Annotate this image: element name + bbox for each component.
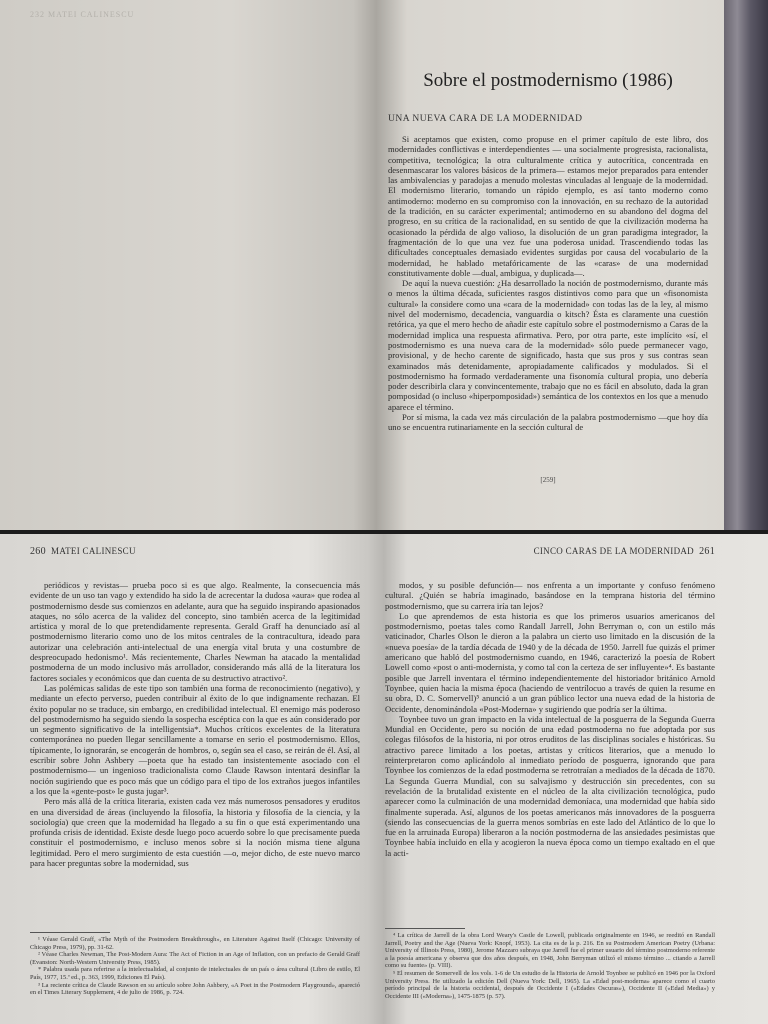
paragraph: periódicos y revistas— prueba poco si es que algo. Realmente, la consecuencia más evidente de un uso tan vago y extendido ha sido la de acrecentar la dudosa «aura» que rodea al postmodernismo desde sus comienzos en adelante, aura que ha seguido inspirando apasionados ataques, no sólo acerca de la validez del concepto, sino también acerca de la legitimidad artística y moral de lo que pretendidamente representa. Gerald Graff ha denunciado así al postmodernismo literario como uno de los mitos centrales de la contracultura, ideado para autorizar una celebración anti-intelectual de una energía vital bruta y una costumbre de despreocupado hedonismo¹. Más recientemente, Charles Newman ha atacado la mentalidad postmoderna de un modo inclusivo más arrollador, considerando más allá de la literatura los factores sociales y económicos que dan cuenta de su destructivo atractivo². [30, 580, 360, 683]
chapter-title: Sobre el postmodernismo (1986) [423, 70, 673, 91]
paragraph: Lo que aprendemos de esta historia es que los primeros usuarios americanos del postmodernismo, poetas tales como Randall Jarrell, John Berryman o, con un estilo más vaticinador, Charles Olson le dieron a la palabra un cierto uso limitado en la discusión de la «nueva poesía» de la tardía década de 1940 y de la década de 1950. Jarrell fue quizás el primer americano que habló del postmodernismo cuando, en 1946, caracterizó la poesía de Robert Lowell como «post o anti-modernista, y como tal con la certeza de ser influyente»⁴. Es bastante posible que Jarrell inventara el término independientemente del historiador británico Arnold Toynbee, quien hacia la misma época (haciendo de ventrílocuo a través de quien la resume en su obra, D. C. Somervell)⁵ anunció a un gran público lector una nueva edad de la historia de Occidente, denominándola «Post-Moderna» y sugiriendo que podría ser la última. [385, 610, 715, 714]
footnote: ¹ Véase Gerald Graff, «The Myth of the Postmodern Breakthrough», en Literature Against Itself (Chicago: University of Chicago Press, 1979), pp. 31-62. [30, 936, 360, 951]
paragraph: Por sí misma, la cada vez más circulación de la palabra postmodernismo —que hoy día uno se encuentra rutinariamente en la sección cultural de [388, 412, 708, 433]
running-head-left [30, 546, 360, 557]
section-heading: UNA NUEVA CARA DE LA MODERNIDAD [388, 114, 583, 124]
footnote-rule [385, 928, 465, 929]
page-number: 260 [30, 546, 46, 557]
left-page [30, 534, 360, 1024]
footnote-rule [30, 932, 110, 933]
paragraph: Si aceptamos que existen, como propuse en el primer capítulo de este libro, dos modernidades conflictivas e interdependientes — una socialmente progresista, racionalista, competitiva, tecnológica; la otra culturalmente crítica y autocrítica, concentrada en desenmascarar los valores básicos de la primera— estamos mejor preparados para entender las ambivalencias y paradojas a menudo molestas vinculadas al lenguaje de la modernidad. El modernismo literario, tomando un rápido ejemplo, es así tanto moderno como antimoderno: moderno en su compromiso con la innovación, en su rechazo de la autoridad de la tradición, en su carácter experimental; antimoderno en su abandono del dogma del progreso, en su crítica de la racionalidad, en su sentido de que la civilización moderna ha ocasionado la pérdida de algo valioso, la disolución de un gran paradigma integrador, la fragmentación de lo que una vez fue una poderosa unidad. Trascendiendo todas las dificultades conceptuales demasiado evidentes surgidas por causa del vocabulario de la modernidad, he hablado metafóricamente de las «caras» de una modernidad constitutivamente doble —dual, ambigua, y duplicada—. [388, 134, 708, 278]
footnote: ⁴ La crítica de Jarrell de la obra Lord Weary's Castle de Lowell, publicada originalmente en 1946, se reeditó en Randall Jarrell, Poetry and the Age (Nueva York: Knopf, 1953). La cita es de la p. 216. En su Postmodern American Poetry (Urbana: University of Illinois Press, 1980), Jerome Mazzaro subraya que Jarrell fue el primer usuario del término postmoderno referente a la poesía americana y observa que dos años después, en 1948, John Berryman utilizó el mismo término ... citando a Jarrell como su fuente» (p. VIII). [385, 932, 715, 970]
chapter-body [388, 134, 708, 450]
paragraph: De aquí la nueva cuestión: ¿Ha desarrollado la noción de postmodernismo, durante más o menos la última década, suficientes rasgos distintivos como para que un «fisonomista cultural» la considere como una «cara de la modernidad» con todas las de la ley, al mismo nivel del modernismo, decadencia, vanguardia o kitsch? Ésta es claramente una cuestión retórica, ya que el mero hecho de añadir este capítulo sobre el postmodernismo a Caras de la modernidad implica una respuesta afirmativa. Pero, por otra parte, este implícito «sí, el postmodernismo es una nueva cara de la modernidad» sólo puede permanecer vago, provisional, y de hecho carente de significado, hasta que sus pros y sus contras sean examinados más detenidamente, apropiadamente calificados y modulados. Si el postmodernismo ha formado verdaderamente una fisonomía cultural propia, uno debería poder describirla clara y convincentemente, trabajo que no es fácil en absoluto, dada la gran pomposidad (o incluso «hiperpomposidad») semántica de los contextos en los que a menudo aparece el término. [388, 278, 708, 412]
bottom-book-spread [0, 534, 768, 1024]
left-footnotes [30, 936, 360, 1024]
footnote: ² Véase Charles Newman, The Post-Modern Aura: The Act of Fiction in an Age of Inflation, con un prefacio de Gerald Graff (Evanston: North-Western University Press, 1985). [30, 951, 360, 966]
running-head-right [385, 546, 715, 557]
right-page [385, 534, 715, 1024]
ghost-header: 232 MATEI CALINESCU [30, 10, 135, 19]
footnote: * Palabra usada para referirse a la intelectualidad, al conjunto de intelectuales de un país o área cultural (Libro de estilo, El País, 1977, 15.ª ed., p. 363, 1999, Ediciones El País). [30, 966, 360, 981]
page-number: [259] [540, 476, 556, 484]
paragraph: Toynbee tuvo un gran impacto en la vida intelectual de la posguerra de la Segunda Guerra Mundial en Occidente, pero su noción de una edad postmoderna no fue adoptada por sus colegas filósofos de la historia, ni por otros eruditos de las disciplinas sociales e históricas. Su atractivo parece limitado a los poetas, artistas y críticos literarios, que a menudo lo reinterpretaron como aplicándolo al inmediato período de posguerra, ignorando que para Toynbee los comienzos de la edad postmoderna se retrotraían a mediados de la década de 1870. La Segunda Guerra Mundial, con su salvajismo y destrucción sin precedentes, con su revelación de la brutalidad existente en el núcleo de la alta civilización tecnológica, pudo aparecer como la culminación de una modernidad demoníaca, una modernidad que había sido finalmente superada. Así, algunos de los poetas americanos más innovadores de la posguerra (siendo las consecuencias de la guerra menos sombrías en este lado del Atlántico de lo que lo fue en la arruinada Europa) liberaron a la noción postmoderna de las ansiedades pesimistas que Toynbee había incluido en ella y acogieron la nueva época como un tiempo exaltado en el que la acti- [385, 713, 715, 858]
right-footnotes [385, 932, 715, 1024]
running-head-text: CINCO CARAS DE LA MODERNIDAD [533, 546, 694, 556]
left-page-body [30, 580, 360, 925]
page-number: 261 [699, 546, 715, 557]
chapter-opening-page [370, 0, 725, 530]
paragraph: modos, y su posible defunción— nos enfrenta a un importante y confuso fenómeno cultural. ¿Quién se habría imaginado, basándose en la temprana historia del término postmodernismo, que su carrera iría tan lejos? [385, 580, 715, 611]
page-edge [724, 0, 768, 530]
blank-left-page [0, 0, 360, 530]
paragraph: Pero más allá de la crítica literaria, existen cada vez más numerosos pensadores y eruditos en una diversidad de áreas (incluyendo la filosofía, la historia y filosofía de la ciencia, y la sociología) que creen que la modernidad ha llegado a su fin o que está experimentando una profunda crisis de identidad. Existe desde luego poco acuerdo sobre lo que precisamente pueda constituir el postmodernismo, e incluso menos sobre si la noción misma tiene alguna legitimidad. Pero el mero surgimiento de esta cuestión —o, mejor dicho, de este nuevo marco para hacer preguntas sobre la modernidad, sus [30, 796, 360, 869]
footnote: ⁵ El resumen de Somervell de los vols. 1-6 de Un estudio de la Historia de Arnold Toynbee se publicó en 1946 por la Oxford University Press. He utilizado la edición Dell (Nueva York: Dell, 1965). La «Edad post-moderna» aparece como el cuarto período principal de la historia occidental, después de Occidente I («Edades Oscuras»), Occidente II («Edad Media») y Occidente III («Moderna»), 1475-1875 (p. 57). [385, 969, 715, 1000]
footnote: ³ La reciente crítica de Claude Rawson en su artículo sobre John Ashbery, «A Poet in the Postmodern Playground», apareció en el Times Literary Supplement, 4 de julio de 1986, p. 724. [30, 981, 360, 997]
paragraph: Las polémicas salidas de este tipo son también una forma de reconocimiento (negativo), y mediante un efecto perverso, pueden contribuir al éxito de lo que indignamente rechazan. El éxito popular no se traduce, sin embargo, en credibilidad intelectual. El enemigo más poderoso del postmodernismo ha seguido siendo la sospecha escéptica con la que es aún considerado por un segmento significativo de la intelligentsia*. Muchos críticos excelentes de la literatura contemporánea no pueden llegar sencillamente a tomarse en serio el postmodernismo. Ellos, típicamente, lo ignorarán, se encogerán de hombros, o, según sea el caso, se reirán de él. Así, al escribir sobre John Ashbery —poeta que ha estado tan insistentemente asociado con el postmodernismo— un ingenioso tradicionalista como Claude Rawson intentará desinflar la noción sugiriendo que es poco más que un código para el tipo de los extraños juegos infantiles a los que la «gente-post» le gusta jugar³. [30, 682, 360, 796]
running-head-text: MATEI CALINESCU [51, 546, 136, 556]
right-page-body [385, 580, 715, 920]
